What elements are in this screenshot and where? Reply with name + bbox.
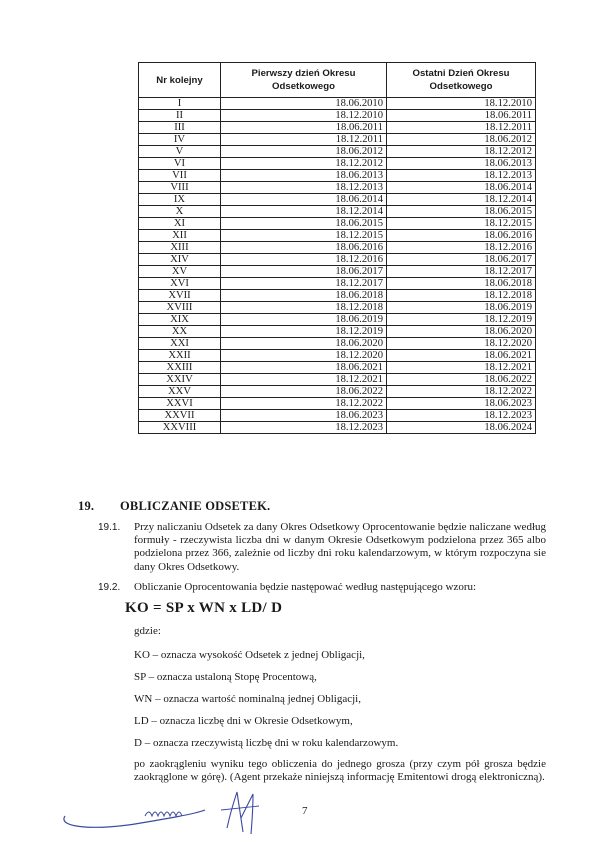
period-first-day: 18.06.2012: [221, 146, 387, 158]
table-row: [139, 338, 536, 350]
period-last-day: 18.06.2017: [387, 254, 536, 266]
period-number: XXVIII: [139, 422, 221, 434]
period-last-day: 18.12.2017: [387, 266, 536, 278]
table-row: [139, 350, 536, 362]
section-heading: [78, 499, 270, 514]
period-first-day: 18.06.2017: [221, 266, 387, 278]
table-row: [139, 194, 536, 206]
definition-ko: KO – oznacza wysokość Odsetek z jednej Obligacji,: [134, 649, 365, 661]
page-number: 7: [302, 805, 308, 817]
period-last-day: 18.12.2021: [387, 362, 536, 374]
period-number: XVII: [139, 290, 221, 302]
period-last-day: 18.12.2011: [387, 122, 536, 134]
period-first-day: 18.12.2018: [221, 302, 387, 314]
period-number: XIX: [139, 314, 221, 326]
period-last-day: 18.12.2018: [387, 290, 536, 302]
section-title: OBLICZANIE ODSETEK.: [120, 499, 271, 513]
interest-periods-table: [138, 62, 536, 434]
section-number: 19.: [78, 499, 95, 513]
table-row: [139, 386, 536, 398]
table-row: [139, 374, 536, 386]
table-header-row: [139, 63, 536, 98]
period-number: XXV: [139, 386, 221, 398]
table-row: [139, 218, 536, 230]
period-number: I: [139, 98, 221, 110]
period-number: X: [139, 206, 221, 218]
table-row: [139, 242, 536, 254]
period-last-day: 18.06.2024: [387, 422, 536, 434]
period-last-day: 18.12.2012: [387, 146, 536, 158]
period-number: IX: [139, 194, 221, 206]
period-number: XIV: [139, 254, 221, 266]
period-number: VI: [139, 158, 221, 170]
period-last-day: 18.06.2018: [387, 278, 536, 290]
period-last-day: 18.06.2022: [387, 374, 536, 386]
table-row: [139, 182, 536, 194]
period-last-day: 18.06.2012: [387, 134, 536, 146]
table-row: [139, 158, 536, 170]
table-row: [139, 254, 536, 266]
table-row: [139, 410, 536, 422]
period-number: IV: [139, 134, 221, 146]
period-last-day: 18.12.2019: [387, 314, 536, 326]
period-first-day: 18.12.2023: [221, 422, 387, 434]
period-number: XI: [139, 218, 221, 230]
table-row: [139, 398, 536, 410]
period-number: XXVII: [139, 410, 221, 422]
period-first-day: 18.06.2010: [221, 98, 387, 110]
paragraph-number-19-1: 19.1.: [98, 522, 121, 533]
period-last-day: 18.06.2023: [387, 398, 536, 410]
period-number: XXII: [139, 350, 221, 362]
paragraph-19-1: Przy naliczaniu Odsetek za dany Okres Odsetkowy Oprocentowanie będzie naliczane według formuły - rzeczywista liczba dni w danym Okresie Odsetkowym podzielona przez 365 albo podzielona przez 366, zależnie od liczby dni roku kalendarzowym, w którym rozpoczyna sie dany Okres Odsetkowy.: [134, 521, 546, 573]
table-row: [139, 98, 536, 110]
period-first-day: 18.06.2014: [221, 194, 387, 206]
period-first-day: 18.06.2021: [221, 362, 387, 374]
period-number: XIII: [139, 242, 221, 254]
period-last-day: 18.12.2015: [387, 218, 536, 230]
period-first-day: 18.06.2013: [221, 170, 387, 182]
period-last-day: 18.06.2015: [387, 206, 536, 218]
definition-sp: SP – oznacza ustaloną Stopę Procentową,: [134, 671, 317, 683]
period-number: V: [139, 146, 221, 158]
period-first-day: 18.12.2021: [221, 374, 387, 386]
period-first-day: 18.12.2019: [221, 326, 387, 338]
period-first-day: 18.12.2022: [221, 398, 387, 410]
period-last-day: 18.06.2021: [387, 350, 536, 362]
period-number: XII: [139, 230, 221, 242]
period-number: XXVI: [139, 398, 221, 410]
period-last-day: 18.06.2013: [387, 158, 536, 170]
period-last-day: 18.12.2016: [387, 242, 536, 254]
period-last-day: 18.06.2020: [387, 326, 536, 338]
header-last-day: Ostatni Dzień Okresu Odsetkowego: [387, 63, 536, 98]
table-row: [139, 314, 536, 326]
period-first-day: 18.06.2016: [221, 242, 387, 254]
period-number: XV: [139, 266, 221, 278]
where-label: gdzie:: [134, 625, 161, 637]
table-row: [139, 278, 536, 290]
period-first-day: 18.06.2018: [221, 290, 387, 302]
table-row: [139, 110, 536, 122]
table-row: [139, 206, 536, 218]
table-row: [139, 362, 536, 374]
period-first-day: 18.06.2020: [221, 338, 387, 350]
header-nr: Nr kolejny: [139, 63, 221, 98]
table-row: [139, 422, 536, 434]
period-first-day: 18.12.2017: [221, 278, 387, 290]
period-first-day: 18.06.2023: [221, 410, 387, 422]
table-row: [139, 122, 536, 134]
period-first-day: 18.12.2016: [221, 254, 387, 266]
definition-d: D – oznacza rzeczywistą liczbę dni w roku kalendarzowym.: [134, 737, 399, 749]
table-row: [139, 290, 536, 302]
period-number: XXIII: [139, 362, 221, 374]
period-last-day: 18.12.2013: [387, 170, 536, 182]
handwritten-signatures: [55, 788, 275, 838]
period-first-day: 18.12.2015: [221, 230, 387, 242]
period-first-day: 18.06.2011: [221, 122, 387, 134]
rounding-note: po zaokrągleniu wyniku tego obliczenia do jednego grosza (przy czym pół grosza będzie zaokrąglone w górę). (Agent przekaże niniejszą informację Emitentowi drogą elektroniczną).: [134, 758, 546, 784]
period-last-day: 18.06.2016: [387, 230, 536, 242]
period-first-day: 18.12.2020: [221, 350, 387, 362]
table-row: [139, 302, 536, 314]
period-last-day: 18.12.2014: [387, 194, 536, 206]
period-number: III: [139, 122, 221, 134]
interest-formula: KO = SP x WN x LD/ D: [125, 600, 283, 616]
table-row: [139, 146, 536, 158]
table-row: [139, 266, 536, 278]
period-first-day: 18.12.2010: [221, 110, 387, 122]
period-number: II: [139, 110, 221, 122]
period-number: XVIII: [139, 302, 221, 314]
period-number: XX: [139, 326, 221, 338]
period-last-day: 18.12.2010: [387, 98, 536, 110]
period-last-day: 18.06.2014: [387, 182, 536, 194]
period-first-day: 18.12.2012: [221, 158, 387, 170]
period-number: XXI: [139, 338, 221, 350]
period-last-day: 18.06.2019: [387, 302, 536, 314]
table-row: [139, 230, 536, 242]
table-row: [139, 326, 536, 338]
period-number: VIII: [139, 182, 221, 194]
period-first-day: 18.06.2019: [221, 314, 387, 326]
header-first-day: Pierwszy dzień Okresu Odsetkowego: [221, 63, 387, 98]
period-last-day: 18.12.2023: [387, 410, 536, 422]
definition-wn: WN – oznacza wartość nominalną jednej Obligacji,: [134, 693, 361, 705]
period-first-day: 18.12.2014: [221, 206, 387, 218]
table-row: [139, 134, 536, 146]
period-last-day: 18.12.2020: [387, 338, 536, 350]
definition-ld: LD – oznacza liczbę dni w Okresie Odsetkowym,: [134, 715, 353, 727]
period-number: VII: [139, 170, 221, 182]
table-row: [139, 170, 536, 182]
period-last-day: 18.12.2022: [387, 386, 536, 398]
period-last-day: 18.06.2011: [387, 110, 536, 122]
period-number: XVI: [139, 278, 221, 290]
period-first-day: 18.06.2022: [221, 386, 387, 398]
period-first-day: 18.06.2015: [221, 218, 387, 230]
period-number: XXIV: [139, 374, 221, 386]
paragraph-number-19-2: 19.2.: [98, 582, 121, 593]
period-first-day: 18.12.2011: [221, 134, 387, 146]
period-first-day: 18.12.2013: [221, 182, 387, 194]
paragraph-19-2-intro: Obliczanie Oprocentowania będzie następować według następującego wzoru:: [134, 581, 477, 593]
